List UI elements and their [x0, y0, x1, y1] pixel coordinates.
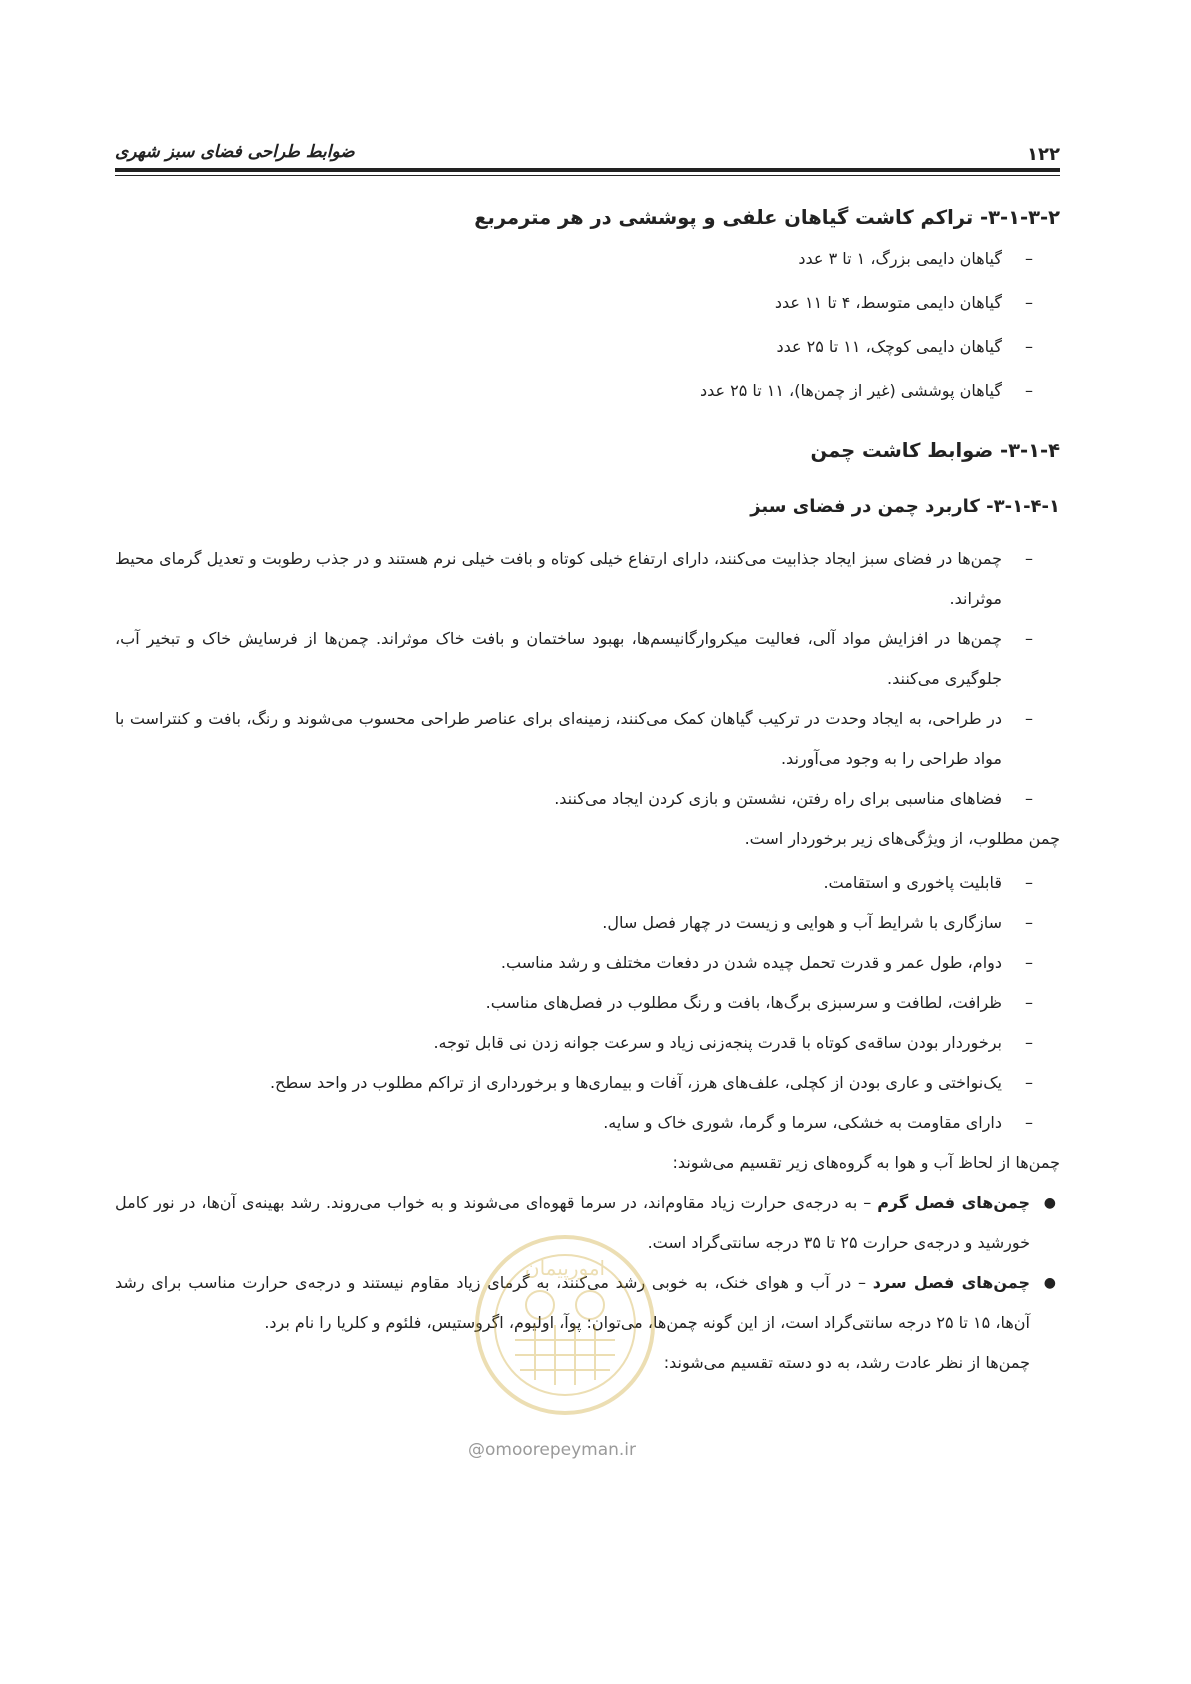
- list-item: – یک‌نواختی و عاری بودن از کچلی، علف‌های هرز، آفات و بیماری‌ها و برخورداری از تراکم مطلوب در واحد سطح.: [269, 1073, 1033, 1092]
- page-header: [115, 130, 1060, 168]
- section-heading-density: ۳-۱-۳-۲- تراکم کاشت گیاهان علفی و پوششی در هر مترمربع: [474, 206, 1060, 229]
- paragraph-properties-intro: چمن مطلوب، از ویژگی‌های زیر برخوردار است.: [744, 829, 1060, 848]
- list-item: – چمن‌ها در فضای سبز ایجاد جذابیت می‌کنند، دارای ارتفاع خیلی کوتاه و بافت خیلی نرم هستند و در جذب رطوبت و تعدیل گرمای محیط موثراند.: [115, 549, 1033, 608]
- list-item: – دارای مقاومت به خشکی، سرما و گرما، شوری خاک و سایه.: [603, 1113, 1033, 1132]
- paragraph-growth-habit: چمن‌ها از نظر عادت رشد، به دو دسته تقسیم می‌شوند:: [663, 1353, 1030, 1372]
- section-heading-lawn: ۳-۱-۴- ضوابط کاشت چمن: [810, 439, 1060, 462]
- bullet-dot-icon: ●: [1043, 1195, 1056, 1211]
- list-item: – گیاهان دایمی متوسط، ۴ تا ۱۱ عدد: [774, 293, 1033, 312]
- properties-list: [115, 863, 1060, 1143]
- list-item: – در طراحی، به ایجاد وحدت در ترکیب گیاهان کمک می‌کنند، زمینه‌ای برای عناصر طراحی محسوب می‌شوند و رنگ، بافت و کنتراست با مواد طراحی را به وجود می‌آورند.: [115, 709, 1033, 768]
- svg-text:امورپیمان: امورپیمان: [524, 1256, 606, 1280]
- list-item: ● چمن‌های فصل سرد – در آب و هوای خنک، به خوبی رشد می‌کنند، به گرمای زیاد مقاوم نیستند و درجه‌ی حرارت مناسب برای رشد آن‌ها، ۱۵ تا ۲۵ درجه سانتی‌گراد است، از این گونه چمن‌ها، می‌توان: پوآ، اولیوم، اگروستیس، فلئوم و کلریا را نام برد.: [115, 1263, 1060, 1343]
- list-item: – سازگاری با شرایط آب و هوایی و زیست در چهار فصل سال.: [602, 913, 1033, 932]
- lawn-use-list: [115, 539, 1060, 819]
- list-item: – چمن‌ها در افزایش مواد آلی، فعالیت میکروارگانیسم‌ها، بهبود ساختمان و بافت خاک موثراند. چمن‌ها از فرسایش خاک و تبخیر آب، جلوگیری می‌کنند.: [115, 629, 1033, 688]
- running-title: ضوابط طراحی فضای سبز شهری: [115, 142, 355, 162]
- list-item: – گیاهان دایمی کوچک، ۱۱ تا ۲۵ عدد: [776, 337, 1033, 356]
- list-item: – ظرافت، لطافت و سرسبزی برگ‌ها، بافت و رنگ مطلوب در فصل‌های مناسب.: [485, 993, 1033, 1012]
- document-page: [115, 130, 1060, 1383]
- list-item: – گیاهان پوششی (غیر از چمن‌ها)، ۱۱ تا ۲۵ عدد: [699, 381, 1033, 400]
- subsection-heading-lawn-use: ۳-۱-۴-۱- کاربرد چمن در فضای سبز: [750, 496, 1060, 517]
- list-item: ● چمن‌های فصل گرم – به درجه‌ی حرارت زیاد مقاوم‌اند، در سرما قهوه‌ای می‌شوند و به خواب می‌روند. رشد بهینه‌ی آن‌ها، در نور کامل خورشید و درجه‌ی حرارت ۲۵ تا ۳۵ درجه سانتی‌گراد است.: [115, 1183, 1060, 1263]
- list-item: – دوام، طول عمر و قدرت تحمل چیده شدن در دفعات مختلف و رشد مناسب.: [500, 953, 1033, 972]
- header-rule-thick: [115, 168, 1060, 172]
- watermark-url: @omoorepeyman.ir: [468, 1440, 637, 1460]
- list-item: – فضاهای مناسبی برای راه رفتن، نشستن و بازی کردن ایجاد می‌کنند.: [554, 789, 1033, 808]
- bullet-dot-icon: ●: [1043, 1275, 1056, 1291]
- density-list: [115, 243, 1060, 407]
- list-item: – گیاهان دایمی بزرگ، ۱ تا ۳ عدد: [798, 249, 1033, 268]
- paragraph-groups-intro: چمن‌ها از لحاظ آب و هوا به گروه‌های زیر تقسیم می‌شوند:: [672, 1153, 1060, 1172]
- watermark-logo: [470, 1230, 660, 1420]
- list-item: – برخوردار بودن ساقه‌ی کوتاه با قدرت پنجه‌زنی زیاد و سرعت جوانه زدن نی قابل توجه.: [433, 1033, 1033, 1052]
- header-rule-thin: [115, 175, 1060, 176]
- page-number: ۱۲۲: [1027, 144, 1060, 165]
- list-item: – قابلیت پاخوری و استقامت.: [823, 873, 1033, 892]
